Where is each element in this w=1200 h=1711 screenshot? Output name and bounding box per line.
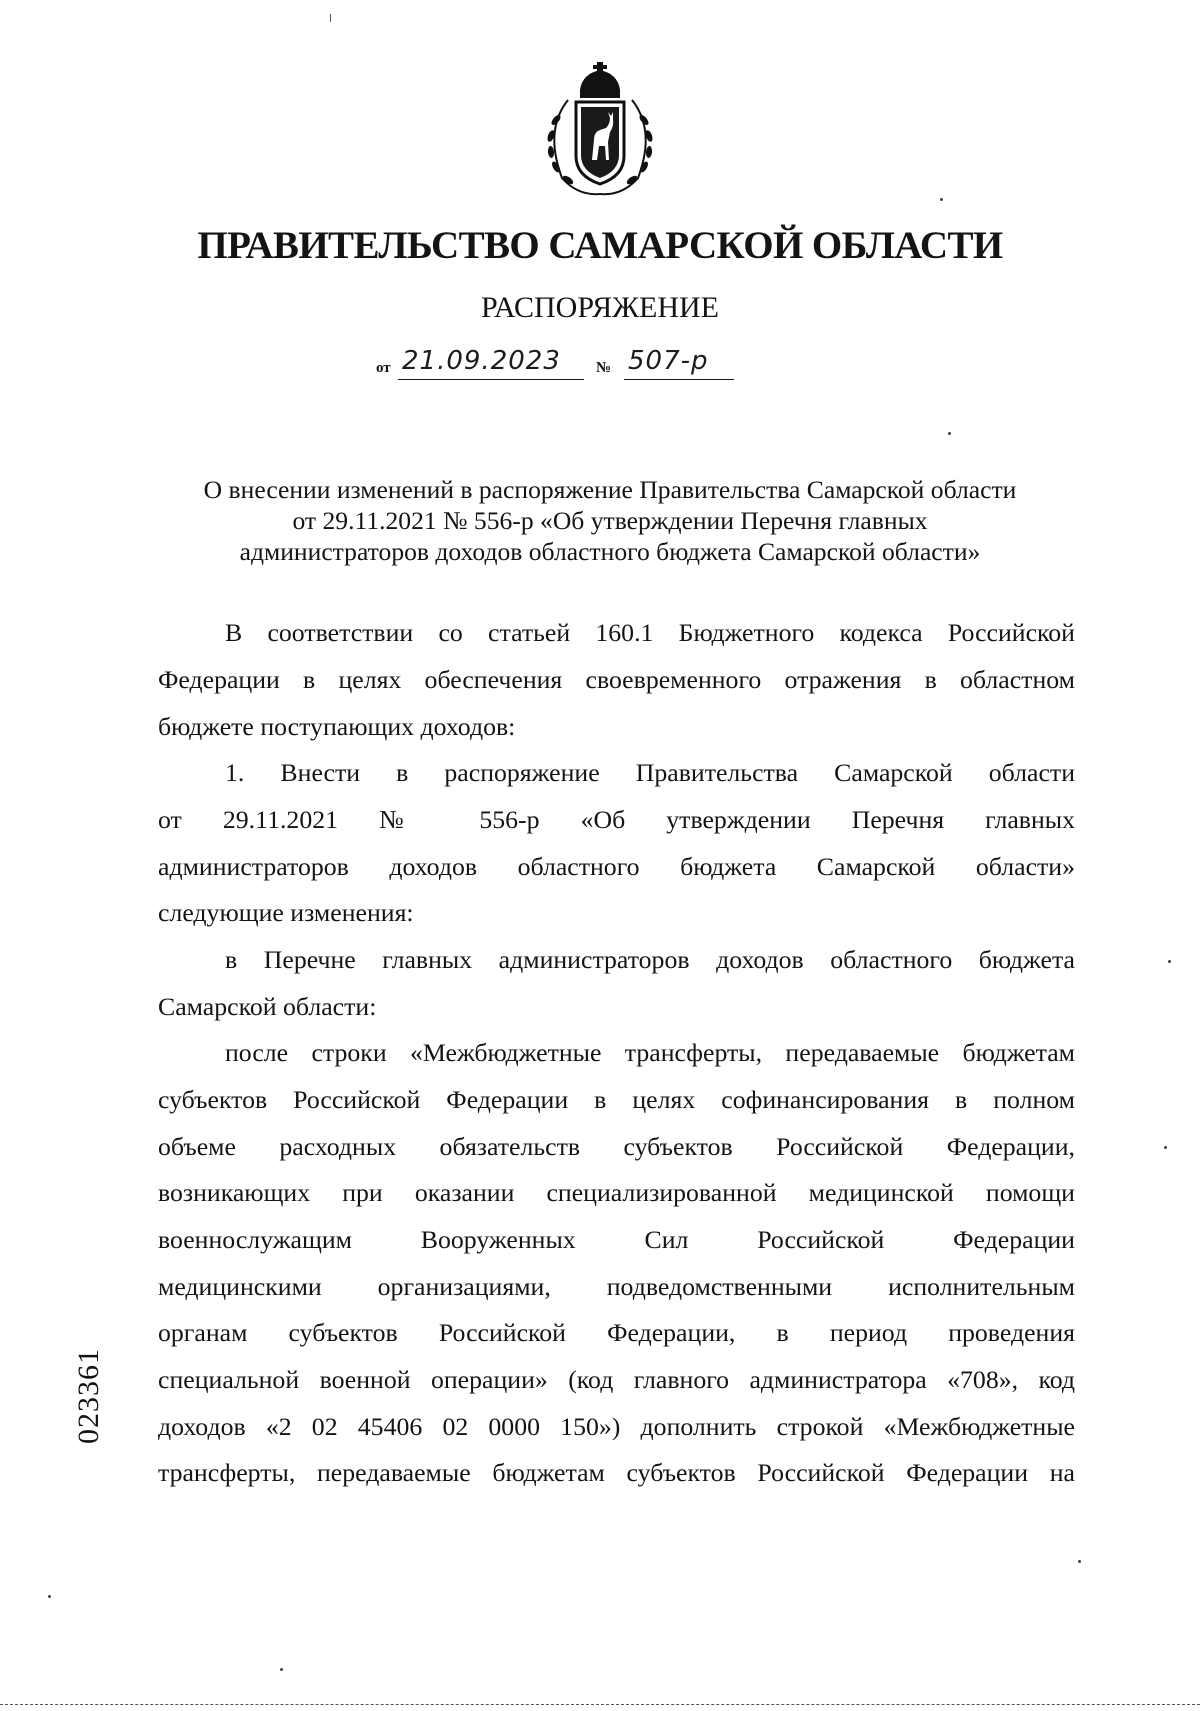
body-line: доходов «2 02 45406 02 0000 150») дополнить строкой «Межбюджетные: [158, 1412, 1075, 1441]
date-prefix-label: от: [376, 360, 391, 376]
body-line: военнослужащим Вооруженных Сил Российской Федерации: [158, 1225, 1075, 1254]
body-line: от 29.11.2021 № 556-р «Об утверждении Перечня главных: [158, 805, 1075, 834]
subject-line: администраторов доходов областного бюджета Самарской области»: [239, 537, 981, 566]
scan-speck: [1078, 1560, 1081, 1563]
body-line: в Перечне главных администраторов доходов областного бюджета: [225, 945, 1075, 974]
body-line: Федерации в целях обеспечения своевременного отражения в областном: [158, 665, 1075, 694]
body-line: после строки «Межбюджетные трансферты, передаваемые бюджетам: [225, 1038, 1075, 1067]
scan-speck: [948, 432, 951, 435]
number-underline: [624, 379, 734, 380]
organization-title: ПРАВИТЕЛЬСТВО САМАРСКОЙ ОБЛАСТИ: [197, 224, 1003, 267]
date-underline: [398, 379, 584, 380]
number-sign-label: №: [596, 360, 612, 376]
serial-number-stamp: 023361: [72, 1348, 105, 1444]
scan-speck: [48, 1595, 51, 1598]
subject-line: от 29.11.2021 № 556-р «Об утверждении Перечня главных: [292, 506, 928, 535]
document-subject: [150, 474, 1070, 567]
body-line: субъектов Российской Федерации в целях софинансирования в полном: [158, 1085, 1075, 1114]
body-line: администраторов доходов областного бюджета Самарской области»: [158, 852, 1075, 881]
body-line: трансферты, передаваемые бюджетам субъектов Российской Федерации на: [158, 1458, 1075, 1487]
body-line: возникающих при оказании специализированной медицинской помощи: [158, 1178, 1075, 1207]
body-line: органам субъектов Российской Федерации, в период проведения: [158, 1318, 1075, 1347]
scan-speck: [1164, 1146, 1167, 1149]
date-number-line: [0, 346, 1200, 396]
body-line: специальной военной операции» (код главного администратора «708», код: [158, 1365, 1075, 1394]
body-line: 1. Внести в распоряжение Правительства Самарской области: [225, 758, 1075, 787]
page-bottom-edge: [0, 1704, 1200, 1705]
handwritten-date: 21.09.2023: [402, 346, 561, 376]
document-type: РАСПОРЯЖЕНИЕ: [480, 291, 720, 324]
subject-line: О внесении изменений в распоряжение Правительства Самарской области: [203, 475, 1017, 504]
scan-speck: [1168, 960, 1171, 963]
scan-speck: [280, 1668, 283, 1671]
samara-coat-of-arms: [538, 60, 662, 200]
body-line: следующие изменения:: [158, 898, 414, 927]
body-line: объеме расходных обязательств субъектов Российской Федерации,: [158, 1132, 1075, 1161]
body-line: В соответствии со статьей 160.1 Бюджетного кодекса Российской: [225, 618, 1075, 647]
scan-speck: [940, 198, 943, 201]
body-line: бюджете поступающих доходов:: [158, 712, 516, 741]
body-line: Самарской области:: [158, 992, 377, 1021]
body-line: медицинскими организациями, подведомственными исполнительным: [158, 1272, 1075, 1301]
handwritten-number: 507-р: [628, 346, 709, 376]
scan-mark: [330, 14, 331, 22]
